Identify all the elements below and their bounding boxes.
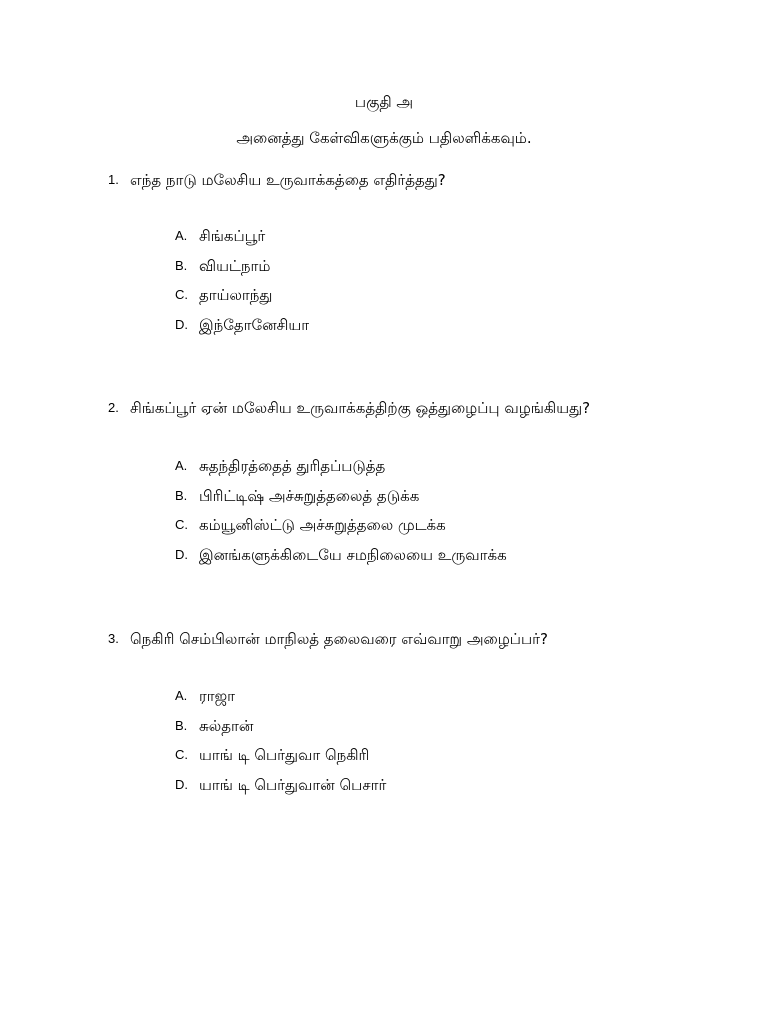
option-text: சிங்கப்பூர் <box>199 227 266 245</box>
option-text: கம்யூனிஸ்ட்டு அச்சுறுத்தலை முடக்க <box>199 516 446 534</box>
option-text: ராஜா <box>199 687 235 705</box>
question-number: 1. <box>108 172 119 187</box>
question-number: 3. <box>108 631 119 646</box>
option-c <box>175 745 735 775</box>
section-title: பகுதி அ <box>354 93 414 111</box>
option-text: தாய்லாந்து <box>199 286 273 304</box>
option-d <box>175 545 735 575</box>
option-letter: A. <box>175 458 188 473</box>
option-text: வியட்நாம் <box>199 256 271 275</box>
question-3 <box>108 629 748 649</box>
question-2 <box>108 398 748 418</box>
option-text: சுல்தான் <box>199 716 254 735</box>
question-line <box>108 629 748 649</box>
option-text: இனங்களுக்கிடையே சமநிலையை உருவாக்க <box>199 545 507 564</box>
option-letter: A. <box>175 688 188 703</box>
option-letter: D. <box>175 776 188 792</box>
option-letter: D. <box>175 316 188 332</box>
option-d <box>175 775 735 805</box>
question-text: சிங்கப்பூர் ஏன் மலேசிய உருவாக்கத்திற்கு ஒத்துழைப்பு வழங்கியது? <box>130 399 591 417</box>
option-a <box>175 456 735 486</box>
instructions: அனைத்து கேள்விகளுக்கும் பதிலளிக்கவும். <box>236 129 532 147</box>
option-d <box>175 315 735 345</box>
option-letter: B. <box>175 717 188 733</box>
option-text: யாங் டி பெர்துவான் பெசார் <box>199 775 387 794</box>
option-text: இந்தோனேசியா <box>199 315 310 334</box>
question-1-options <box>175 226 735 344</box>
option-letter: C. <box>175 287 188 302</box>
option-c <box>175 515 735 545</box>
question-3-options <box>175 686 735 804</box>
option-letter: C. <box>175 747 188 762</box>
question-line <box>108 170 748 190</box>
option-a <box>175 686 735 716</box>
option-letter: B. <box>175 257 188 273</box>
option-letter: C. <box>175 517 188 532</box>
question-text: எந்த நாடு மலேசிய உருவாக்கத்தை எதிர்த்தது? <box>130 171 446 189</box>
question-1 <box>108 170 748 190</box>
option-b <box>175 256 735 286</box>
option-letter: B. <box>175 487 188 503</box>
question-text: நெகிரி செம்பிலான் மாநிலத் தலைவரை எவ்வாறு அழைப்பர்? <box>130 630 548 648</box>
question-number: 2. <box>108 400 119 415</box>
option-c <box>175 285 735 315</box>
option-text: யாங் டி பெர்துவா நெகிரி <box>199 746 370 764</box>
option-a <box>175 226 735 256</box>
option-text: பிரிட்டிஷ் அச்சுறுத்தலைத் தடுக்க <box>199 486 420 505</box>
option-text: சுதந்திரத்தைத் துரிதப்படுத்த <box>199 457 386 475</box>
option-letter: D. <box>175 546 188 562</box>
option-b <box>175 486 735 516</box>
question-2-options <box>175 456 735 574</box>
option-letter: A. <box>175 228 188 243</box>
option-b <box>175 716 735 746</box>
question-line <box>108 398 748 418</box>
